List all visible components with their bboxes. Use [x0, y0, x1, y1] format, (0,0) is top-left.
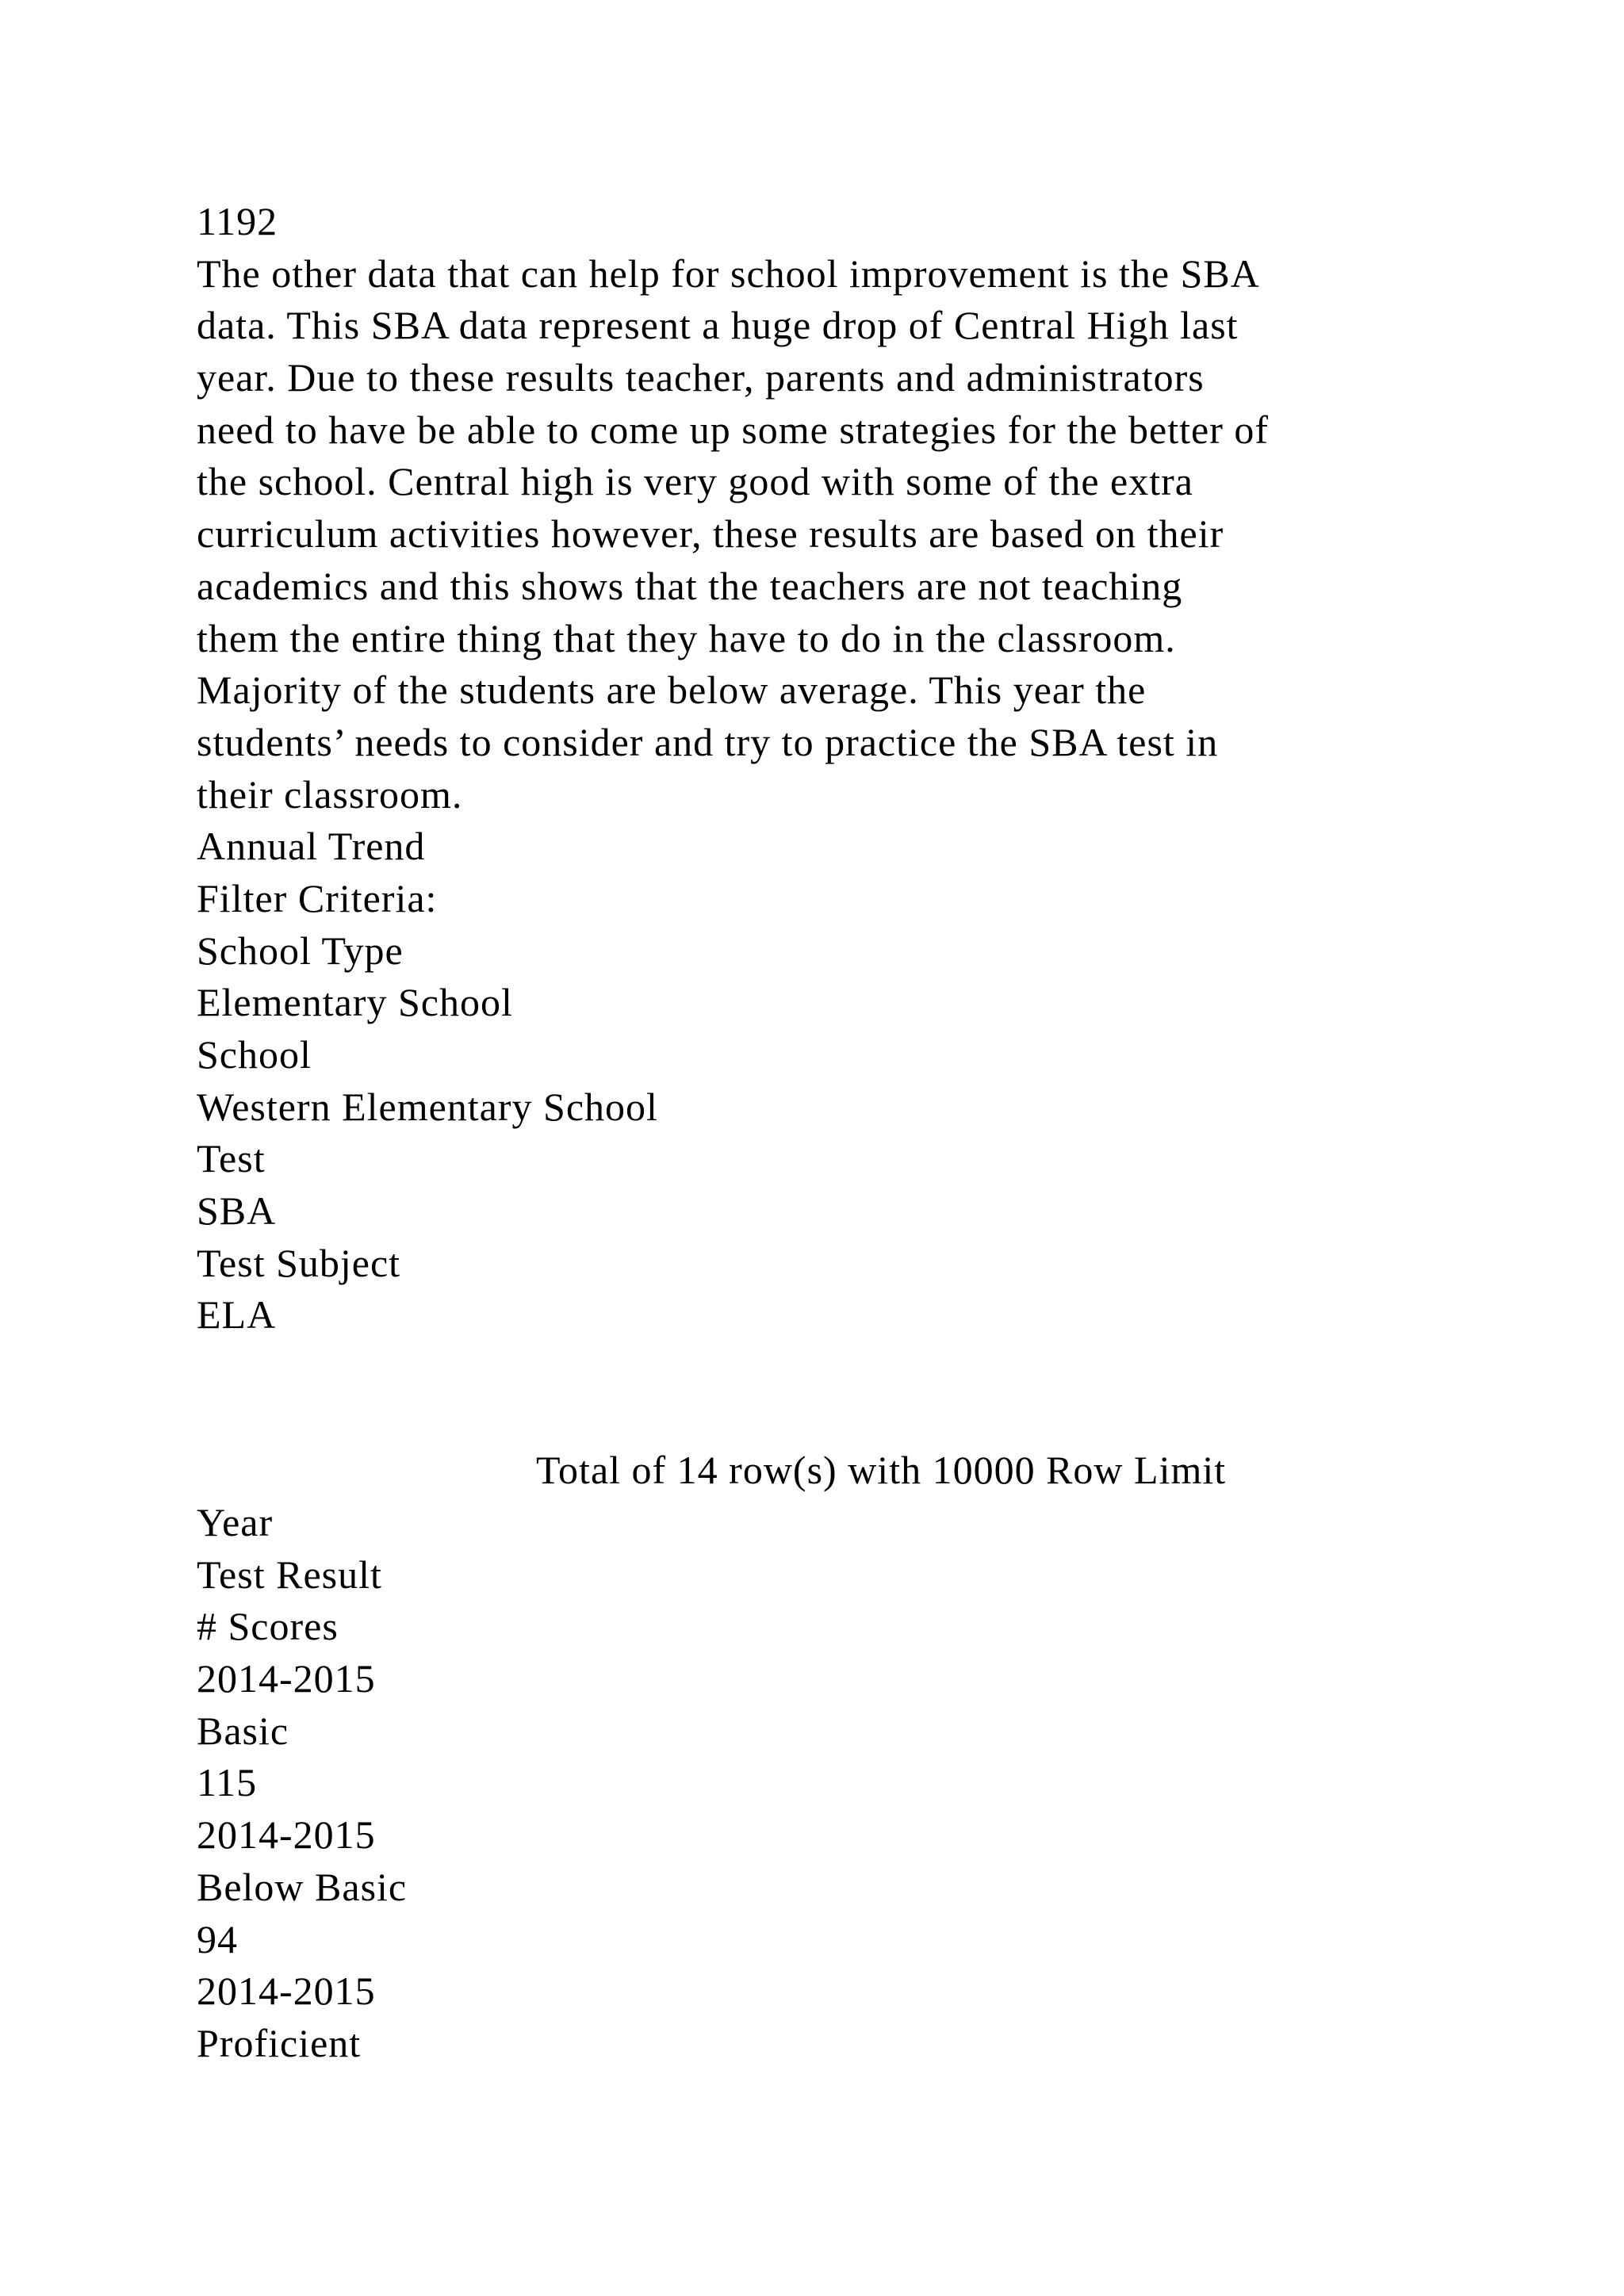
paragraph-line: The other data that can help for school improvement is the SBA — [197, 251, 1260, 296]
column-header-scores: # Scores — [197, 1604, 339, 1649]
paragraph-line: Majority of the students are below average. This year the — [197, 668, 1147, 713]
paragraph-line: need to have be able to come up some strategies for the better of — [197, 407, 1270, 452]
filter-label-test-subject: Test Subject — [197, 1240, 401, 1285]
filter-value-test: SBA — [197, 1188, 277, 1234]
table-cell-scores: 94 — [197, 1916, 238, 1961]
paragraph-line: year. Due to these results teacher, parents and administrators — [197, 355, 1205, 400]
column-header-year: Year — [197, 1500, 274, 1544]
paragraph-line: academics and this shows that the teachers are not teaching — [197, 563, 1183, 608]
filter-value-test-subject: ELA — [197, 1292, 277, 1337]
paragraph-line: the school. Central high is very good with some of the extra — [197, 459, 1193, 504]
filter-label-school: School — [197, 1032, 312, 1077]
paragraph-line: students’ needs to consider and try to practice the SBA test in — [197, 719, 1219, 764]
paragraph-line: them the entire thing that they have to do in the classroom. — [197, 615, 1176, 660]
table-cell-year: 2014-2015 — [197, 1969, 376, 2014]
filter-value-school-type: Elementary School — [197, 980, 513, 1025]
document-text-top — [197, 196, 1481, 1341]
report-table — [197, 1497, 1481, 2070]
table-cell-test-result: Below Basic — [197, 1864, 408, 1909]
table-cell-test-result: Proficient — [197, 2020, 362, 2065]
paragraph-line: curriculum activities however, these results are based on their — [197, 511, 1224, 557]
page-number: 1192 — [197, 199, 278, 243]
table-cell-year: 2014-2015 — [197, 1812, 376, 1858]
filter-label-school-type: School Type — [197, 928, 404, 973]
paragraph-line: data. This SBA data represent a huge drop of Central High last — [197, 303, 1239, 348]
paragraph-line: their classroom. — [197, 771, 463, 817]
row-count-caption: Total of 14 row(s) with 10000 Row Limit — [536, 1448, 1227, 1492]
filter-label-test: Test — [197, 1136, 266, 1181]
table-cell-scores: 115 — [197, 1760, 258, 1805]
report-title: Annual Trend — [197, 824, 426, 869]
column-header-test-result: Test Result — [197, 1552, 382, 1597]
filter-heading: Filter Criteria: — [197, 875, 438, 920]
filter-value-school: Western Elementary School — [197, 1084, 658, 1129]
table-cell-year: 2014-2015 — [197, 1656, 376, 1701]
table-cell-test-result: Basic — [197, 1708, 289, 1753]
